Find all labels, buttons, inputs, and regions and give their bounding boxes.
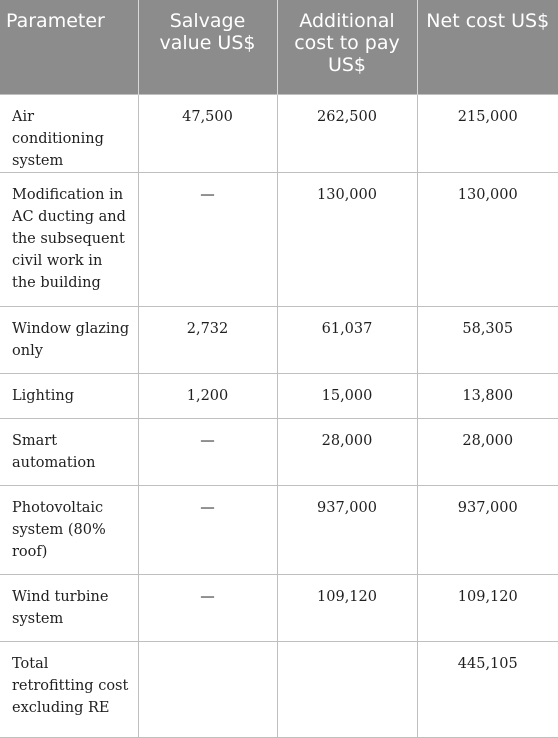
cell-additional: 28,000 [277,418,417,485]
header-row [0,0,558,94]
cell-additional [277,641,417,737]
cell-additional: 937,000 [277,485,417,574]
cell-parameter: Modification in AC ducting and the subsequent civil work in the building [0,172,138,306]
table-body [0,94,558,737]
cell-parameter: Air conditioning system [0,94,138,172]
table-row [0,94,558,172]
header-net-cost: Net cost US$ [417,0,558,94]
cell-salvage: — [138,172,277,306]
table-row [0,574,558,641]
cell-parameter: Window glazing only [0,306,138,373]
cell-salvage: 47,500 [138,94,277,172]
cell-salvage: 1,200 [138,373,277,418]
cell-parameter: Photovoltaic system (80% roof) [0,485,138,574]
cell-net: 130,000 [417,172,558,306]
cell-additional: 61,037 [277,306,417,373]
cell-net: 13,800 [417,373,558,418]
table-row [0,485,558,574]
table-row [0,373,558,418]
header-salvage-value: Salvage value US$ [138,0,277,94]
cell-additional: 262,500 [277,94,417,172]
cell-parameter: Wind turbine system [0,574,138,641]
table-header [0,0,558,94]
table-row [0,172,558,306]
cell-salvage: 2,732 [138,306,277,373]
cell-net: 28,000 [417,418,558,485]
cell-additional: 109,120 [277,574,417,641]
cell-salvage: — [138,485,277,574]
cell-net: 109,120 [417,574,558,641]
cell-salvage: — [138,574,277,641]
cell-additional: 130,000 [277,172,417,306]
table-row-total [0,641,558,737]
cell-net: 937,000 [417,485,558,574]
cell-parameter: Total retrofitting cost excluding RE [0,641,138,737]
cell-parameter: Lighting [0,373,138,418]
header-additional-cost: Additional cost to pay US$ [277,0,417,94]
cell-net: 58,305 [417,306,558,373]
table-row [0,306,558,373]
cell-salvage [138,641,277,737]
cell-net: 215,000 [417,94,558,172]
header-parameter: Parameter [0,0,138,94]
cell-salvage: — [138,418,277,485]
cell-net: 445,105 [417,641,558,737]
cell-additional: 15,000 [277,373,417,418]
cell-parameter: Smart automation [0,418,138,485]
table-row [0,418,558,485]
